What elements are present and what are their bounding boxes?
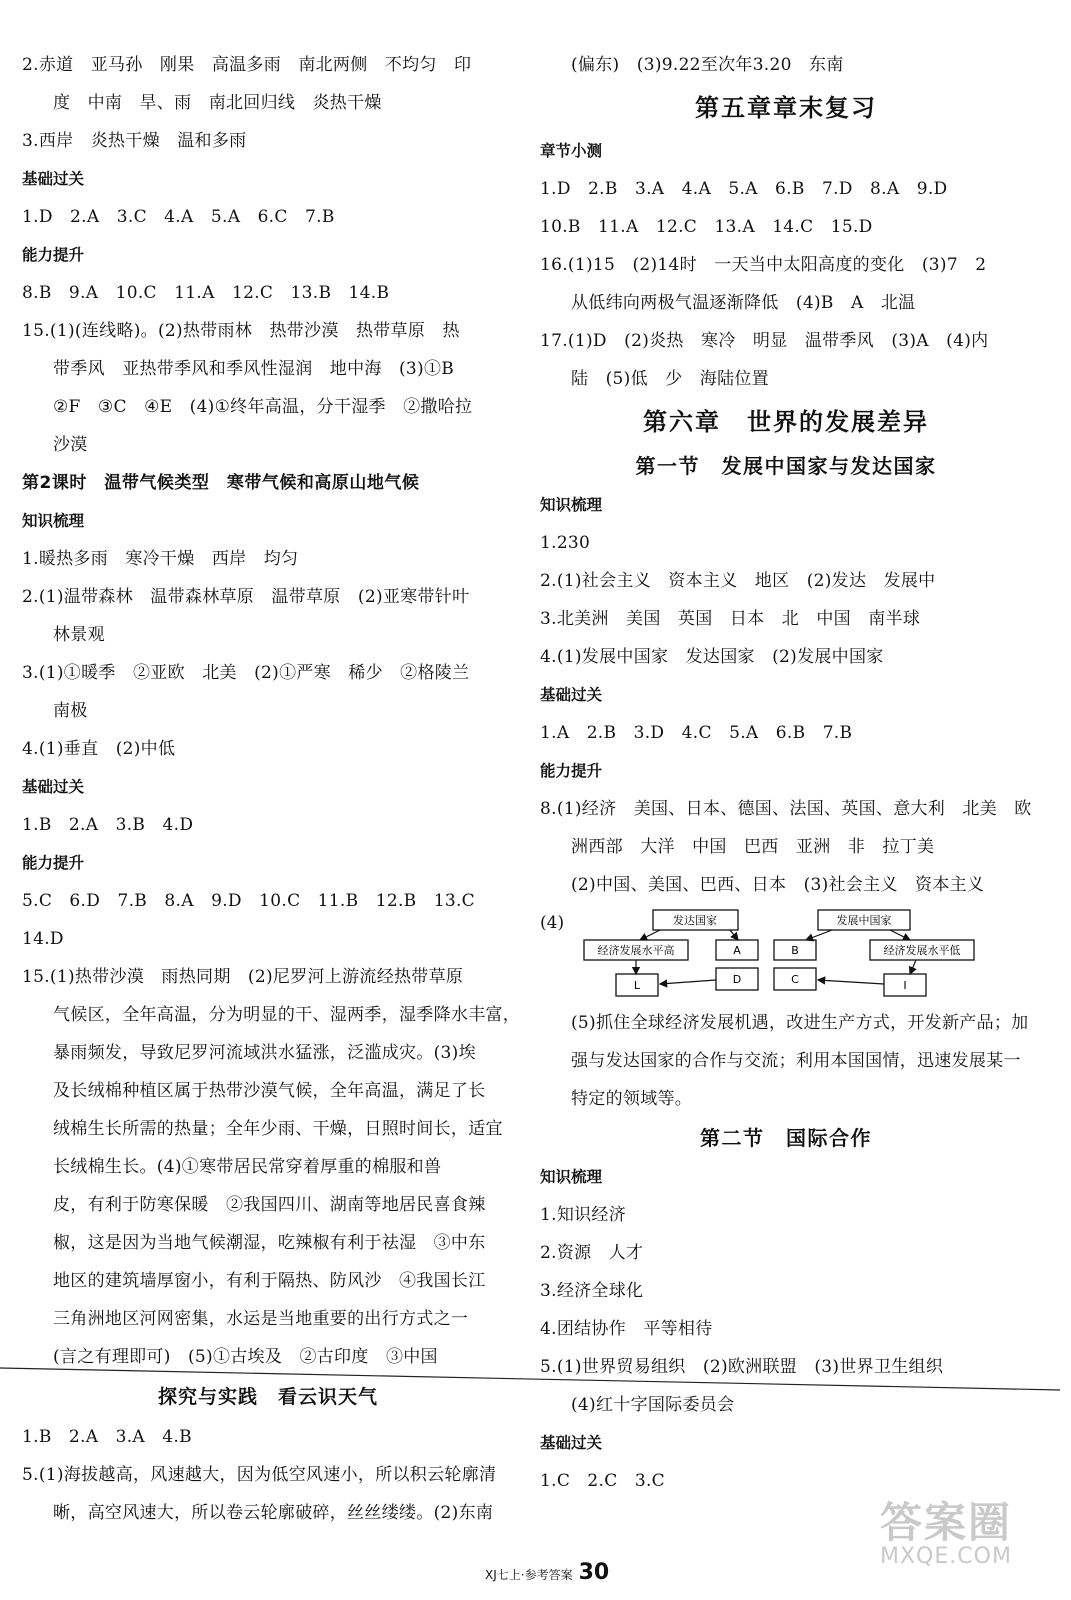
answer-line: 及长绒棉种植区属于热带沙漠气候，全年高温，满足了长 (53, 1081, 486, 1101)
answer-line: 3.西岸 炎热干燥 温和多雨 (22, 131, 247, 151)
answer-line: 1.C 2.C 3.C (540, 1471, 665, 1491)
answer-line: 15.(1)(连线略)。(2)热带雨林 热带沙漠 热带草原 热 (22, 321, 460, 341)
diagram-number: (4) (540, 913, 565, 933)
answer-line: 1.D 2.A 3.C 4.A 5.A 6.C 7.B (22, 207, 335, 227)
answer-line: 带季风 亚热带季风和季风性湿润 地中海 (3)①B (53, 359, 455, 379)
left-column (22, 46, 521, 1532)
answer-line: 皮，有利于防寒保暖 ②我国四川、湖南等地居民喜食辣 (53, 1195, 486, 1215)
answer-line: 气候区，全年高温，分为明显的干、湿两季，湿季降水丰富， (53, 1005, 521, 1025)
answer-line: (5)抓住全球经济发展机遇，改进生产方式，开发新产品；加 (571, 1013, 1029, 1033)
separator-line (0, 1366, 1071, 1396)
answer-line: 1.暖热多雨 寒冷干燥 西岸 均匀 (22, 549, 299, 569)
label-b: B (791, 944, 799, 957)
answer-line: 14.D (22, 929, 64, 949)
section-title: 第一节 发展中国家与发达国家 (635, 454, 937, 478)
watermark-url: MXQE.COM (880, 1544, 1012, 1569)
answer-line: 1.B 2.A 3.B 4.D (22, 815, 194, 835)
answer-line: 10.B 11.A 12.C 13.A 14.C 15.D (540, 217, 873, 237)
section-knowledge: 知识梳理 (540, 496, 603, 514)
section-basic: 基础过关 (22, 170, 85, 188)
answer-line: (言之有理即可) (5)①古埃及 ②古印度 ③中国 (53, 1347, 438, 1367)
section-quiz: 章节小测 (540, 142, 603, 160)
answer-line: 南极 (53, 701, 88, 721)
answer-line: 15.(1)热带沙漠 雨热同期 (2)尼罗河上游流经热带草原 (22, 967, 464, 987)
answer-line: 强与发达国家的合作与交流；利用本国国情，迅速发展某一 (571, 1051, 1021, 1071)
section-ability: 能力提升 (22, 854, 85, 872)
watermark-logo: 答案圈 (880, 1498, 1013, 1547)
answer-line: 晰，高空风速大，所以卷云轮廓破碎，丝丝缕缕。(2)东南 (53, 1503, 494, 1523)
answer-line: 沙漠 (53, 435, 88, 455)
page-footer (485, 1560, 609, 1585)
answer-line: 三角洲地区河网密集，水运是当地重要的出行方式之一 (53, 1309, 469, 1329)
answer-line: 椒，这是因为当地气候潮湿，吃辣椒有利于祛湿 ③中东 (53, 1233, 486, 1253)
low-level-label: 经济发展水平低 (883, 944, 961, 957)
section-knowledge: 知识梳理 (22, 512, 85, 530)
answer-line: 3.北美洲 美国 英国 日本 北 中国 南半球 (540, 609, 921, 629)
answer-line: (4)红十字国际委员会 (571, 1395, 735, 1415)
answer-line: 特定的领域等。 (571, 1089, 693, 1109)
answer-block (22, 46, 514, 160)
answer-line: (偏东) (3)9.22至次年3.20 东南 (571, 55, 844, 75)
section-basic: 基础过关 (540, 686, 603, 704)
label-i: I (903, 979, 907, 992)
right-column (540, 46, 1032, 1500)
answer-line: 3.经济全球化 (540, 1281, 644, 1301)
section-title: 第二节 国际合作 (700, 1126, 872, 1150)
answer-line: 1.A 2.B 3.D 4.C 5.A 6.B 7.B (540, 723, 853, 743)
answer-line: (2)中国、美国、巴西、日本 (3)社会主义 资本主义 (571, 875, 985, 895)
answer-line: 8.B 9.A 10.C 11.A 12.C 13.B 14.B (22, 283, 390, 303)
answer-line: 绒棉生长所需的热量；全年少雨、干燥，日照时间长，适宜 (53, 1119, 503, 1139)
answer-line: 1.230 (540, 533, 591, 553)
label-a: A (733, 944, 741, 957)
answer-line: 林景观 (53, 625, 105, 645)
answer-line: 暴雨频发，导致尼罗河流域洪水猛涨，泛滥成灾。(3)埃 (53, 1043, 476, 1063)
label-l: L (633, 979, 641, 992)
diagram-svg (570, 906, 990, 1002)
answer-line: 2.赤道 亚马孙 刚果 高温多雨 南北两侧 不均匀 印 (22, 55, 472, 75)
answer-line: 1.B 2.A 3.A 4.B (22, 1427, 192, 1447)
answer-line: 长绒棉生长。(4)①寒带居民常穿着厚重的棉服和兽 (53, 1157, 442, 1177)
answer-line: ②F ③C ④E (4)①终年高温，分干湿季 ②撒哈拉 (53, 397, 473, 417)
footer-label: XJ七上·参考答案 (485, 1568, 573, 1582)
page-number: 30 (578, 1560, 610, 1585)
section-ability: 能力提升 (22, 246, 85, 264)
answer-line: 16.(1)15 (2)14时 一天当中太阳高度的变化 (3)7 2 (540, 255, 987, 275)
answer-line: 5.C 6.D 7.B 8.A 9.D 10.C 11.B 12.B 13.C (22, 891, 475, 911)
watermark (880, 1490, 1012, 1569)
answer-line: 2.(1)温带森林 温带森林草原 温带草原 (2)亚寒带针叶 (22, 587, 470, 607)
answer-line: 2.(1)社会主义 资本主义 地区 (2)发达 发展中 (540, 571, 936, 591)
section-basic: 基础过关 (22, 778, 85, 796)
developed-label: 发达国家 (673, 914, 717, 927)
answer-line: 8.(1)经济 美国、日本、德国、法国、英国、意大利 北美 欧 (540, 799, 1032, 819)
lesson-title: 第2课时 温带气候类型 寒带气候和高原山地气候 (22, 473, 420, 493)
answer-line: 4.(1)发展中国家 发达国家 (2)发展中国家 (540, 647, 884, 667)
section-knowledge: 知识梳理 (540, 1168, 603, 1186)
answer-line: 度 中南 旱、雨 南北回归线 炎热干燥 (53, 93, 382, 113)
answer-line: 1.知识经济 (540, 1205, 627, 1225)
country-diagram (540, 904, 1032, 1004)
label-d: D (732, 973, 742, 986)
answer-line: 从低纬向两极气温逐渐降低 (4)B A 北温 (571, 293, 916, 313)
answer-line: 2.资源 人才 (540, 1243, 644, 1263)
chapter-review-title: 第五章章末复习 (695, 94, 877, 122)
answer-line: 5.(1)世界贸易组织 (2)欧洲联盟 (3)世界卫生组织 (540, 1357, 944, 1377)
answer-line: 3.(1)①暖季 ②亚欧 北美 (2)①严寒 稀少 ②格陵兰 (22, 663, 470, 683)
answer-line: 洲西部 大洋 中国 巴西 亚洲 非 拉丁美 (571, 837, 935, 857)
answer-line: 地区的建筑墙厚窗小，有利于隔热、防风沙 ④我国长江 (53, 1271, 486, 1291)
label-c: C (791, 973, 799, 986)
answer-line: 5.(1)海拔越高，风速越大，因为低空风速小，所以积云轮廓清 (22, 1465, 497, 1485)
answer-line: 17.(1)D (2)炎热 寒冷 明显 温带季风 (3)A (4)内 (540, 331, 989, 351)
chapter-title: 第六章 世界的发展差异 (643, 408, 929, 436)
answer-line: 4.(1)垂直 (2)中低 (22, 739, 176, 759)
developing-label: 发展中国家 (836, 914, 892, 927)
section-ability: 能力提升 (540, 762, 603, 780)
high-level-label: 经济发展水平高 (597, 944, 675, 957)
answer-line: 1.D 2.B 3.A 4.A 5.A 6.B 7.D 8.A 9.D (540, 179, 948, 199)
practice-title: 探究与实践 看云识天气 (157, 1386, 378, 1408)
answer-line: 陆 (5)低 少 海陆位置 (571, 369, 769, 389)
section-basic: 基础过关 (540, 1434, 603, 1452)
answer-line: 4.团结协作 平等相待 (540, 1319, 713, 1339)
